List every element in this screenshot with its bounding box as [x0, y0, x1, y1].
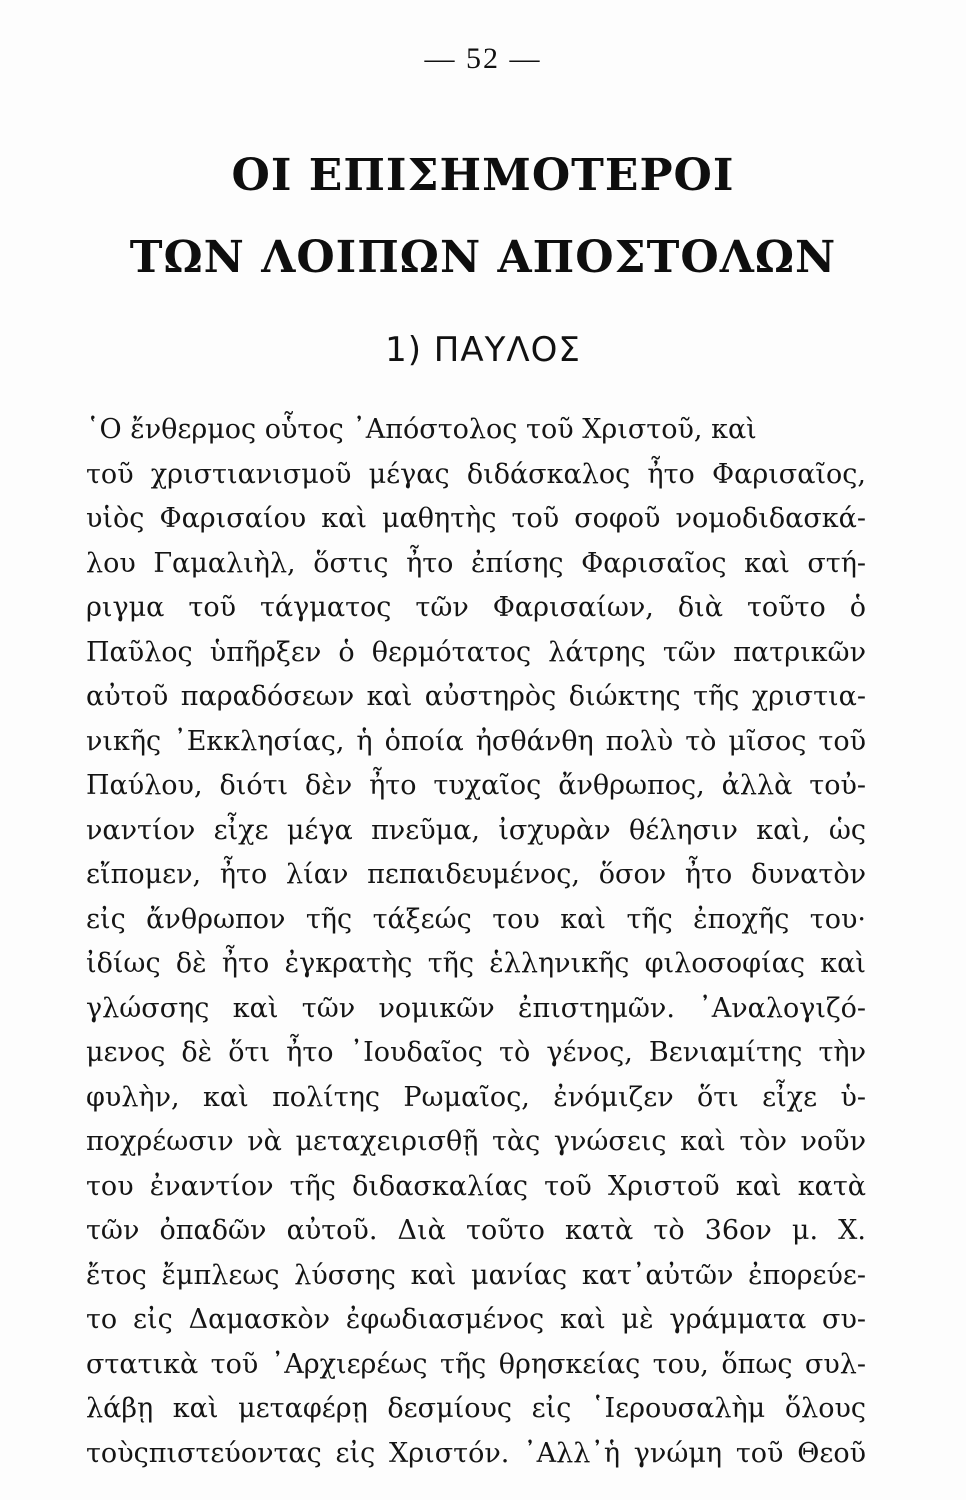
body-line: τοῦ χριστιανισμοῦ μέγας διδάσκαλος ἦτο Φαρισαῖος,	[86, 458, 866, 490]
body-line: φυλὴν, καὶ πολίτης Ρωμαῖος, ἐνόμιζεν ὅτι εἶχε ὑ-	[86, 1081, 866, 1113]
body-line: ῾Ο ἔνθερμος οὗτος ᾿Απόστολος τοῦ Χριστοῦ, καὶ	[86, 414, 757, 445]
body-line: Παῦλος ὑπῆρξεν ὁ θερμότατος λάτρης τῶν πατρικῶν	[86, 636, 866, 668]
body-line: λάβῃ καὶ μεταφέρῃ δεσμίους εἰς ῾Ιερουσαλὴμ ὅλους	[86, 1393, 866, 1424]
body-text	[86, 408, 866, 1476]
body-line: τῶν ὀπαδῶν αὐτοῦ. Διὰ τοῦτο κατὰ τὸ 36ον μ. Χ.	[86, 1215, 866, 1246]
body-line: τοὺςπιστεύοντας εἰς Χριστόν. ᾿Αλλ᾿ἡ γνώμη τοῦ Θεοῦ	[86, 1437, 866, 1469]
body-line: γλώσσης καὶ τῶν νομικῶν ἐπιστημῶν. ᾿Αναλογιζό-	[86, 992, 866, 1024]
body-line: εἴπομεν, ἦτο λίαν πεπαιδευμένος, ὅσον ἦτο δυνατὸν	[86, 859, 866, 890]
body-line: το εἰς Δαμασκὸν ἐφωδιασμένος καὶ μὲ γράμματα συ-	[86, 1304, 866, 1335]
body-line: νικῆς ᾿Εκκλησίας, ἡ ὁποία ἠσθάνθη πολὺ τὸ μῖσος τοῦ	[86, 725, 866, 757]
body-line: ναντίον εἶχε μέγα πνεῦμα, ἰσχυρὰν θέλησιν καὶ, ὡς	[86, 814, 866, 846]
body-line: ποχρέωσιν νὰ μεταχειρισθῇ τὰς γνώσεις καὶ τὸν νοῦν	[86, 1126, 866, 1157]
body-line: υἱὸς Φαρισαίου καὶ μαθητὴς τοῦ σοφοῦ νομοδιδασκά-	[86, 503, 866, 534]
body-line: μενος δὲ ὅτι ἦτο ᾿Ιουδαῖος τὸ γένος, Βενιαμίτης τὴν	[86, 1037, 866, 1068]
section-heading: 1) ΠΑΥΛΟΣ	[385, 330, 581, 370]
chapter-title-line-2: ΤΩΝ ΛΟΙΠΩΝ ΑΠΟΣΤΟΛΩΝ	[129, 232, 837, 283]
page-number: — 52 —	[424, 42, 542, 75]
chapter-title-line-1: ΟΙ ΕΠΙΣΗΜΟΤΕΡΟΙ	[231, 150, 735, 201]
body-line: λου Γαμαλιὴλ, ὅστις ἦτο ἐπίσης Φαρισαῖος καὶ στή-	[86, 547, 866, 579]
body-line: αὐτοῦ παραδόσεων καὶ αὐστηρὸς διώκτης τῆς χριστια-	[86, 681, 866, 712]
body-line: ριγμα τοῦ τάγματος τῶν Φαρισαίων, διὰ τοῦτο ὁ	[86, 592, 866, 623]
body-line: Παύλου, διότι δὲν ἦτο τυχαῖος ἄνθρωπος, ἀλλὰ τοὐ-	[86, 770, 866, 801]
body-line: ἰδίως δὲ ἦτο ἐγκρατὴς τῆς ἑλληνικῆς φιλοσοφίας καὶ	[86, 948, 866, 979]
body-line: εἰς ἄνθρωπον τῆς τάξεώς του καὶ τῆς ἐποχῆς του·	[86, 903, 866, 935]
body-line: του ἐναντίον τῆς διδασκαλίας τοῦ Χριστοῦ καὶ κατὰ	[86, 1170, 866, 1202]
body-line: ἔτος ἔμπλεως λύσσης καὶ μανίας κατ᾿αὐτῶν ἐπορεύε-	[86, 1259, 866, 1291]
body-line: στατικὰ τοῦ ᾿Αρχιερέως τῆς θρησκείας του, ὅπως συλ-	[86, 1348, 866, 1380]
